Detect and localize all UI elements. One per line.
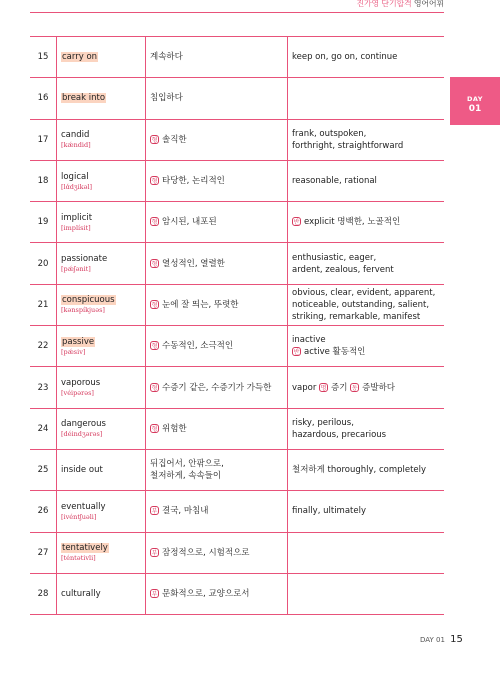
synonym-text: forthright, straightforward <box>292 140 404 151</box>
meaning-text: 계속하다 <box>150 52 183 63</box>
synonym-text: noticeable, outstanding, salient, <box>292 299 430 310</box>
row-number: 23 <box>30 367 57 408</box>
word-text: passionate <box>61 254 108 265</box>
footer-day: DAY 01 <box>420 636 445 644</box>
header-subject: 영어어휘 <box>413 0 444 8</box>
word-cell <box>57 408 146 449</box>
day-tab <box>450 77 500 125</box>
part-of-speech-badge: 형 <box>151 301 158 309</box>
part-of-speech-badge: 형 <box>151 219 158 227</box>
table-row <box>30 449 444 490</box>
pronunciation: [véipərəs] <box>61 389 94 398</box>
day-tab-number: 01 <box>468 104 482 114</box>
row-number: 18 <box>30 160 57 201</box>
table-row <box>30 408 444 449</box>
meaning-cell <box>146 449 288 490</box>
antonym-badge: 반 <box>293 219 300 227</box>
meaning-text: 수증기 같은, 수증기가 가득한 <box>162 382 272 393</box>
word-cell <box>57 367 146 408</box>
pronunciation: [kǽndid] <box>61 141 91 150</box>
part-of-speech-badge: 부 <box>151 549 158 557</box>
synonym-cell <box>288 202 445 243</box>
part-of-speech-badge: 부 <box>151 508 158 516</box>
synonym-text: ardent, zealous, fervent <box>292 264 394 275</box>
pronunciation: [déindʒərəs] <box>61 430 103 439</box>
synonym-text: obvious, clear, evident, apparent, <box>292 287 436 298</box>
pronunciation: [kənspíkjuəs] <box>61 306 105 315</box>
word-text: eventually <box>61 501 106 512</box>
part-of-speech-badge: 형 <box>151 136 158 144</box>
meaning-text: 눈에 잘 띄는, 뚜렷한 <box>162 299 239 310</box>
word-text: carry on <box>62 52 98 63</box>
row-number: 27 <box>30 532 57 573</box>
word-text: implicit <box>61 212 93 223</box>
synonym-cell <box>288 573 445 614</box>
synonym-cell <box>288 78 445 119</box>
word-text: tentatively <box>62 543 108 554</box>
row-number: 17 <box>30 119 57 160</box>
synonym-text: keep on, go on, continue <box>292 52 398 63</box>
meaning-cell <box>146 326 288 367</box>
synonym-text: finally, ultimately <box>292 506 366 517</box>
word-cell <box>57 449 146 490</box>
synonym-text: striking, remarkable, manifest <box>292 311 421 322</box>
synonym-text: active 활동적인 <box>304 347 366 358</box>
table-row <box>30 284 444 325</box>
meaning-cell <box>146 119 288 160</box>
synonym-cell <box>288 367 445 408</box>
synonym-cell <box>288 491 445 532</box>
synonym-text: 증기 <box>331 382 351 393</box>
table-row <box>30 202 444 243</box>
row-number: 26 <box>30 491 57 532</box>
word-text: break into <box>62 93 106 104</box>
table-row <box>30 243 444 284</box>
synonym-text: enthusiastic, eager, <box>292 252 377 263</box>
vocab-table-body <box>30 37 444 615</box>
word-cell <box>57 37 146 78</box>
table-row <box>30 326 444 367</box>
synonym-text: frank, outspoken, <box>292 128 367 139</box>
meaning-cell <box>146 243 288 284</box>
synonym-cell <box>288 284 445 325</box>
page-footer <box>420 634 463 645</box>
meaning-cell <box>146 573 288 614</box>
row-number: 15 <box>30 37 57 78</box>
meaning-text: 문화적으로, 교양으로서 <box>162 589 250 599</box>
part-of-speech-badge: 형 <box>151 425 158 433</box>
word-text: conspicuous <box>62 295 115 306</box>
word-text: vaporous <box>61 378 101 389</box>
synonym-cell <box>288 160 445 201</box>
row-number: 21 <box>30 284 57 325</box>
meaning-cell <box>146 367 288 408</box>
meaning-text: 암시된, 내포된 <box>162 217 217 228</box>
meaning-cell <box>146 491 288 532</box>
meaning-cell <box>146 408 288 449</box>
word-cell <box>57 78 146 119</box>
meaning-text: 뒤집어서, 안팎으로, <box>150 459 224 470</box>
table-row <box>30 37 444 78</box>
row-number: 22 <box>30 326 57 367</box>
word-cell <box>57 284 146 325</box>
word-text: culturally <box>61 589 101 599</box>
noun-badge: 명 <box>320 384 327 392</box>
pronunciation: [lɑ́dʒikəl] <box>61 182 93 191</box>
verb-badge: 동 <box>351 384 358 392</box>
synonym-cell <box>288 119 445 160</box>
synonym-text: risky, perilous, <box>292 417 354 428</box>
row-number: 20 <box>30 243 57 284</box>
table-row <box>30 532 444 573</box>
word-cell <box>57 119 146 160</box>
pronunciation: [implísit] <box>61 223 91 232</box>
meaning-text: 수동적인, 소극적인 <box>162 341 234 352</box>
antonym-badge: 반 <box>293 349 300 357</box>
word-text: inside out <box>61 465 103 476</box>
word-cell <box>57 243 146 284</box>
synonym-cell <box>288 408 445 449</box>
table-row <box>30 573 444 614</box>
day-tab-label: DAY <box>466 95 483 103</box>
meaning-text: 타당한, 논리적인 <box>162 176 225 187</box>
synonym-text: 철저하게 thoroughly, completely <box>292 465 427 476</box>
synonym-text: reasonable, rational <box>292 176 377 187</box>
meaning-text: 결국, 마침내 <box>162 506 209 517</box>
header-title <box>356 0 444 9</box>
pronunciation: [téntətivli] <box>61 554 96 563</box>
word-text: candid <box>61 130 90 141</box>
synonym-cell <box>288 532 445 573</box>
pronunciation: [ivéntʃuəli] <box>61 512 97 521</box>
meaning-cell <box>146 160 288 201</box>
word-cell <box>57 326 146 367</box>
synonym-text: inactive <box>292 335 326 346</box>
part-of-speech-badge: 형 <box>151 343 158 351</box>
table-row <box>30 367 444 408</box>
synonym-cell <box>288 243 445 284</box>
pronunciation: [pǽsiv] <box>61 347 86 356</box>
row-number: 24 <box>30 408 57 449</box>
meaning-text: 침입하다 <box>150 93 183 104</box>
meaning-text: 솔직한 <box>162 134 187 145</box>
word-cell <box>57 202 146 243</box>
table-row <box>30 78 444 119</box>
table-row <box>30 119 444 160</box>
page-number: 15 <box>450 634 463 645</box>
synonym-text: vapor <box>292 382 320 393</box>
word-cell <box>57 491 146 532</box>
part-of-speech-badge: 형 <box>151 260 158 268</box>
synonym-text: 증발하다 <box>362 382 396 393</box>
row-number: 19 <box>30 202 57 243</box>
meaning-text: 잠정적으로, 시험적으로 <box>162 547 250 558</box>
word-cell <box>57 532 146 573</box>
synonym-text: hazardous, precarious <box>292 429 387 440</box>
meaning-text: 철저하게, 속속들이 <box>150 471 222 482</box>
meaning-cell <box>146 37 288 78</box>
part-of-speech-badge: 부 <box>151 591 158 598</box>
header-author: 진가영 단기합격 <box>356 0 412 8</box>
word-text: dangerous <box>61 419 106 430</box>
part-of-speech-badge: 형 <box>151 178 158 186</box>
pronunciation: [pǽʃənit] <box>61 265 91 274</box>
row-number: 28 <box>30 573 57 614</box>
meaning-cell <box>146 202 288 243</box>
word-cell <box>57 160 146 201</box>
meaning-text: 위험한 <box>162 423 187 434</box>
word-text: passive <box>62 336 95 347</box>
part-of-speech-badge: 형 <box>151 384 158 392</box>
table-row <box>30 160 444 201</box>
synonym-text: explicit 명백한, 노골적인 <box>304 217 401 228</box>
meaning-cell <box>146 78 288 119</box>
vocab-table <box>30 36 444 615</box>
meaning-cell <box>146 284 288 325</box>
word-cell <box>57 573 146 614</box>
synonym-cell <box>288 449 445 490</box>
header-rule <box>30 12 444 13</box>
word-text: logical <box>61 171 89 182</box>
row-number: 16 <box>30 78 57 119</box>
synonym-cell <box>288 37 445 78</box>
meaning-cell <box>146 532 288 573</box>
row-number: 25 <box>30 449 57 490</box>
table-row <box>30 491 444 532</box>
synonym-cell <box>288 326 445 367</box>
meaning-text: 열성적인, 열렬한 <box>162 258 225 269</box>
